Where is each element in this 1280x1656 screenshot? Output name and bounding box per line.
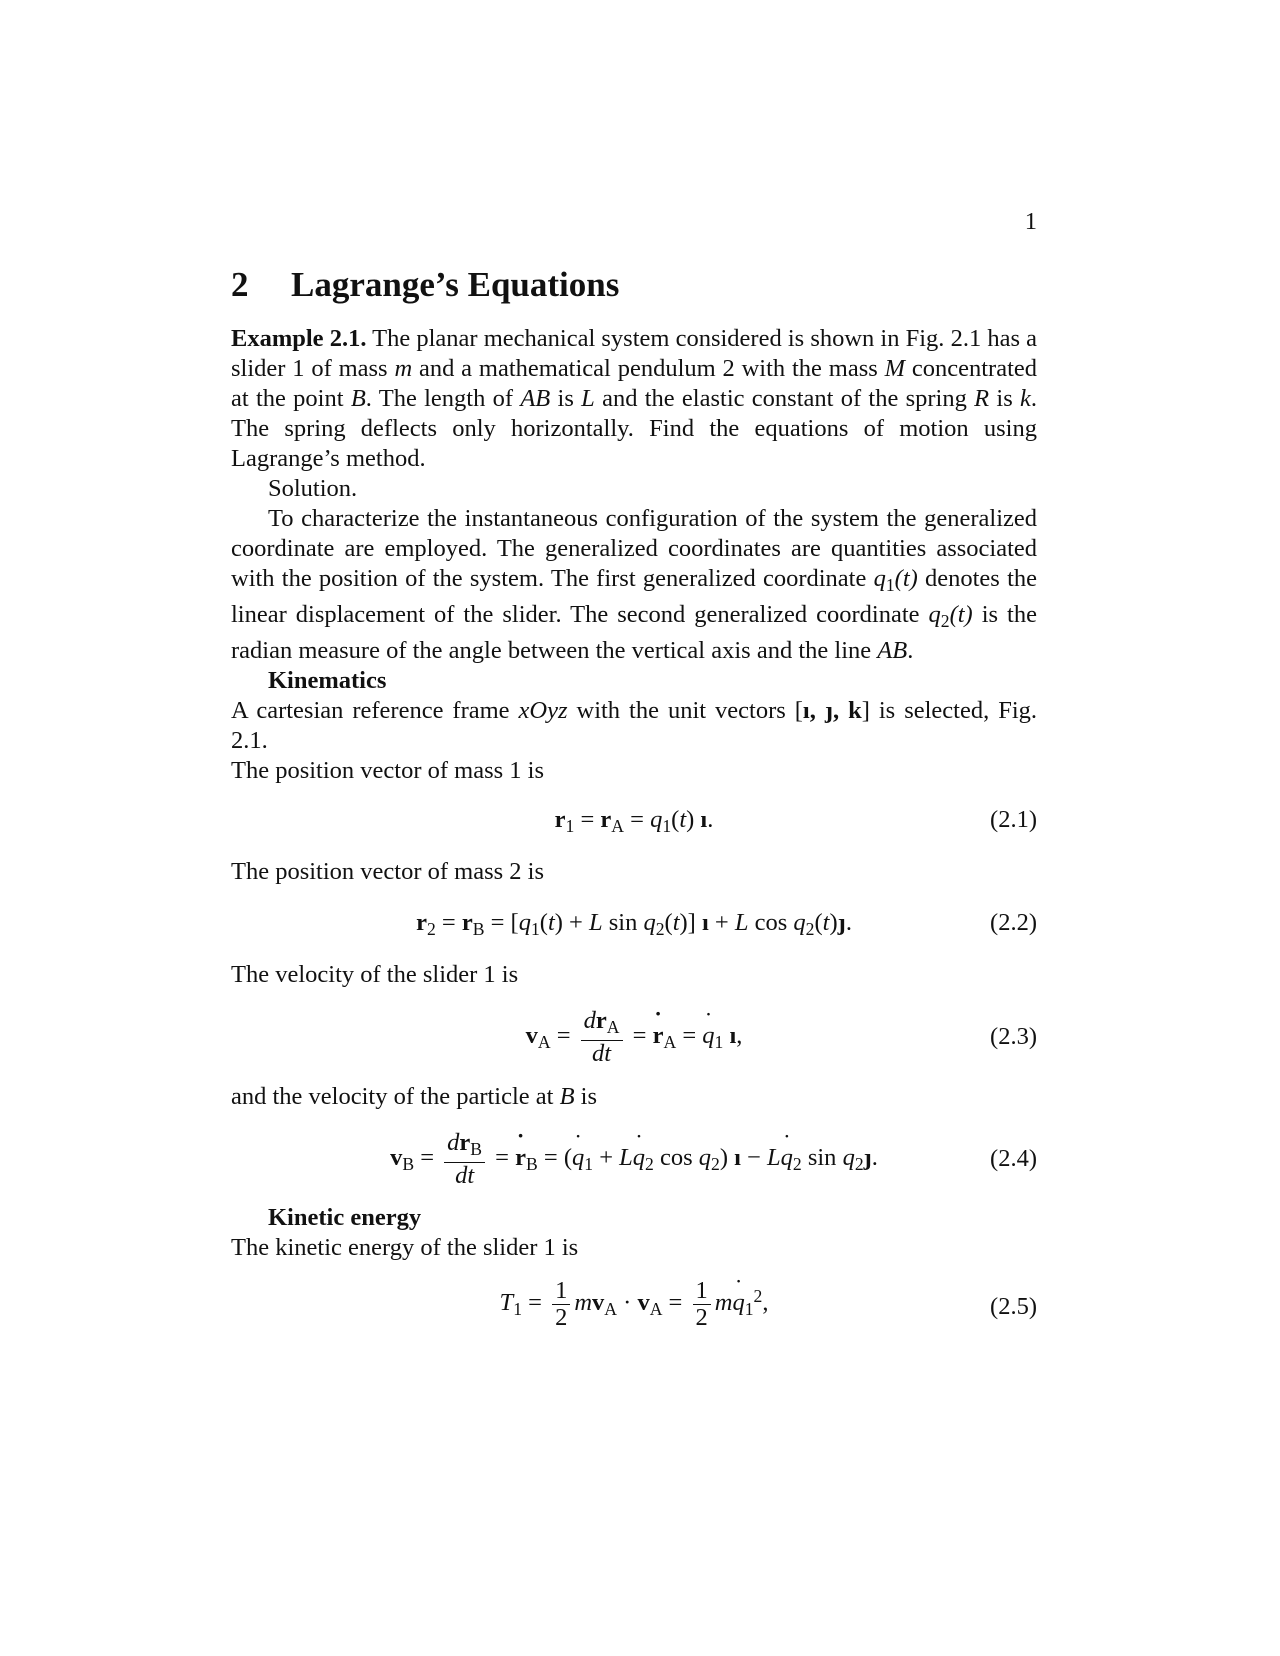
kinematics-heading: Kinematics — [268, 666, 387, 694]
math-symbol: L — [581, 385, 595, 412]
text-run: concentrated at the point — [231, 355, 1037, 412]
equation-body: $r_2 = r_B = [q_1(t) + L$ $\sin q_2(t)$] ı + L $\cos q_2(t)ȷ$. — [416, 909, 852, 939]
kinetic-energy-text: The kinetic energy of the slider 1 is — [231, 1234, 579, 1261]
math-symbol: q — [873, 565, 886, 592]
page-number: 1 — [1024, 208, 1037, 235]
math-symbol: R — [974, 385, 990, 412]
text-run: . The length of — [365, 385, 521, 412]
position-mass-2-text: The position vector of mass 2 is — [231, 858, 545, 885]
body-text-block-kinetic — [231, 1203, 1037, 1263]
equation-number: (2.2) — [990, 909, 1037, 936]
math-symbol: m — [394, 355, 413, 382]
math-symbol: q — [928, 600, 941, 628]
text-run: is — [550, 385, 582, 412]
equation-2-1 — [231, 805, 1037, 865]
text-run: denotes the linear displacement of the slider. The second generalized coordinate — [231, 565, 1037, 628]
velocity-slider-text: The velocity of the slider 1 is — [231, 961, 519, 988]
equation-number: (2.4) — [990, 1145, 1037, 1172]
math-subscript: 1 — [885, 574, 895, 595]
text-run: with the unit vectors [ — [567, 696, 803, 724]
position-mass-1-text: The position vector of mass 1 is — [231, 756, 545, 784]
math-symbol: AB — [520, 385, 551, 412]
text-run: and the elastic constant of the spring — [594, 385, 975, 412]
math-symbol: (t) — [894, 565, 918, 592]
text-run: A cartesian reference frame — [231, 696, 519, 724]
math-subscript: 2 — [940, 610, 950, 631]
math-symbol: (t) — [949, 600, 973, 628]
equation-body: $T_1$ = $\frac{1}{2}$ $mv_A \cdot v_A$ = $\frac{1}{2}$ mq $˙_1^2$, — [231, 1278, 1037, 1331]
equation-2-5 — [231, 1278, 1037, 1342]
solution-label: Solution. — [268, 475, 358, 502]
text-run: and the velocity of the particle at — [231, 1083, 560, 1110]
text-run: To characterize the instantaneous configuration of the system the generalized coordinate are employed. The generalized coordinates are quantities associated with the position of the system. The first generalized coordinate — [231, 505, 1037, 592]
text-run: is — [989, 385, 1021, 412]
equation-number: (2.1) — [990, 806, 1037, 833]
math-symbol: AB — [877, 636, 908, 664]
text-run: is the radian measure of the angle between the vertical axis and the line — [231, 600, 1037, 664]
text-run: . — [907, 636, 914, 664]
math-symbol: xOyz — [518, 696, 568, 724]
section-title-text: Lagrange’s Equations — [291, 265, 620, 304]
example-label: Example 2.1. — [231, 325, 367, 352]
math-symbol: B — [559, 1083, 575, 1110]
math-symbol: M — [884, 355, 906, 382]
section-number: 2 — [231, 265, 249, 304]
velocity-particle-text — [231, 1082, 1037, 1112]
text-run: and a mathematical pendulum 2 with the mass — [412, 355, 885, 382]
math-symbol: B — [350, 385, 366, 412]
equation-2-3 — [231, 1008, 1037, 1072]
section-title — [231, 265, 620, 304]
equation-number: (2.5) — [990, 1293, 1037, 1320]
text-run: ] is selected, Fig. 2.1. — [231, 696, 1037, 754]
equation-2-2 — [231, 908, 1037, 968]
example-paragraph — [231, 324, 1037, 474]
equation-2-4 — [231, 1130, 1037, 1194]
text-run: . The spring deflects only horizontally. Find the equations of motion using Lagrange’s method. — [231, 385, 1038, 472]
math-symbol: k — [1020, 385, 1031, 412]
coordinates-paragraph — [231, 504, 1037, 666]
equation-body: $r_1 = r_A = q_1(t)$ ı. — [554, 806, 714, 836]
document-page — [231, 0, 1037, 1656]
equation-body: $v_B$ = $\frac{dr_B}{dt}$ = r $˙_B = (q$ $˙_1 + Lq$ $˙_2$ $\cos q_2$) ı − Lq $˙_2$ $\sin q_2ȷ$. — [231, 1130, 1037, 1189]
unit-vectors: ı, ȷ, k — [802, 696, 862, 724]
equation-number: (2.3) — [990, 1023, 1037, 1050]
text-run: is — [574, 1083, 598, 1110]
equation-body: $v_A$ = $\frac{dr_A}{dt}$ = r $˙_A = q$ $˙_1$ ı, — [231, 1008, 1037, 1067]
kinetic-energy-heading: Kinetic energy — [268, 1204, 422, 1231]
text-run: The planar mechanical system considered is shown in Fig. 2.1 has a slider 1 of mass — [231, 325, 1037, 382]
frame-paragraph — [231, 696, 1037, 756]
body-text-block-1 — [231, 324, 1037, 786]
